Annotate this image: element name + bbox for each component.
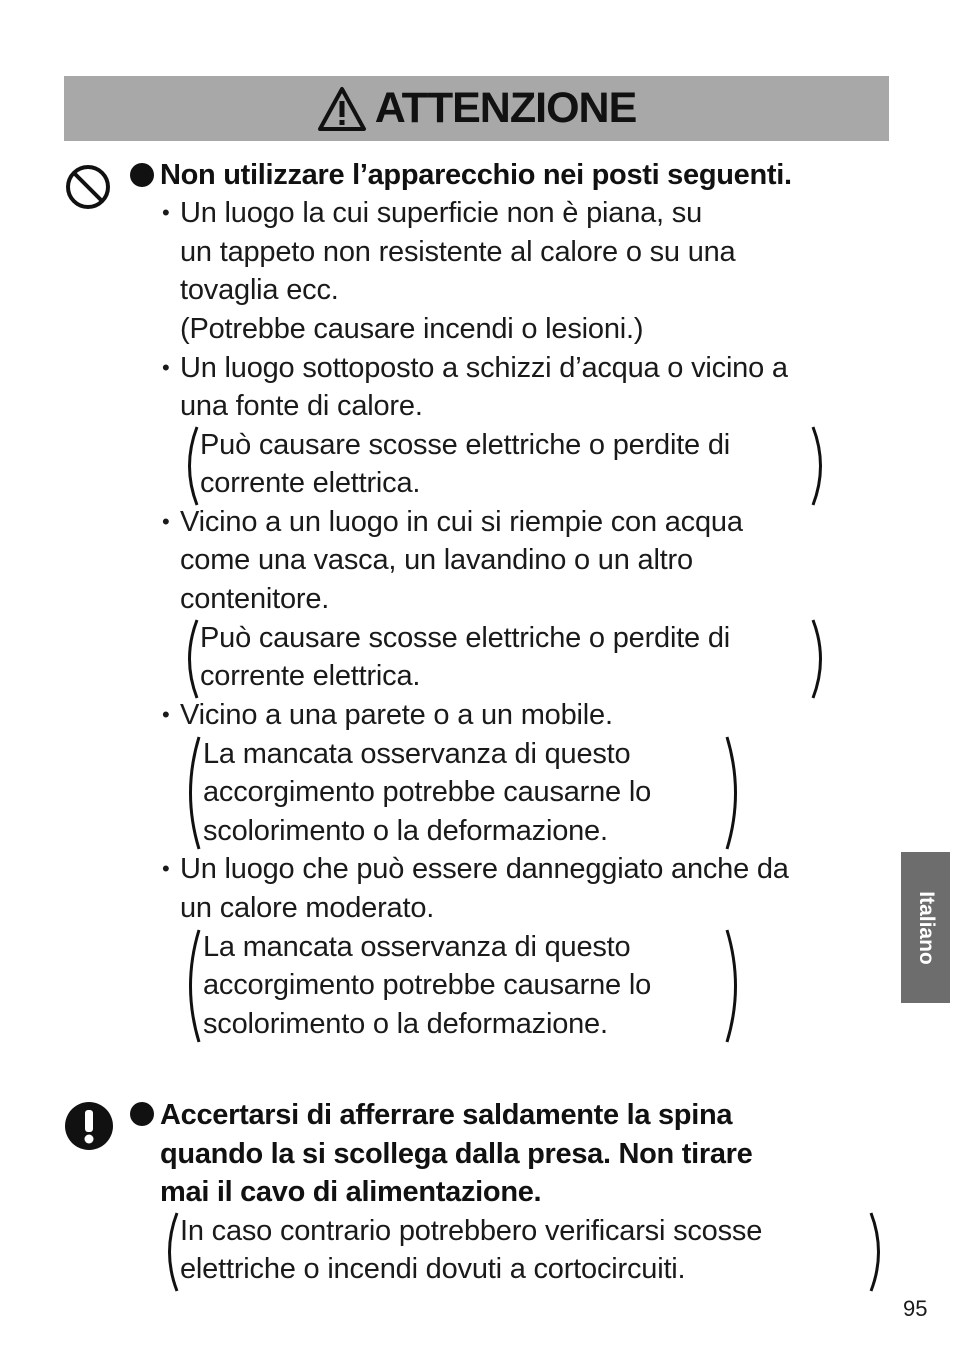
item-note: accorgimento potrebbe causarne lo — [203, 776, 652, 808]
item-line: un tappeto non resistente al calore o su una — [180, 236, 736, 268]
item-line: tovaglia ecc. — [180, 274, 339, 306]
item-line: una fonte di calore. — [180, 390, 423, 422]
left-parenthesis — [180, 735, 202, 851]
item-line: contenitore. — [180, 583, 330, 615]
warning-triangle-icon — [317, 86, 367, 132]
page-number: 95 — [903, 1296, 928, 1321]
item-note: Può causare scosse elettriche o perdite di — [200, 429, 731, 461]
list-bullet: • — [162, 509, 170, 534]
right-parenthesis — [724, 735, 746, 851]
attention-banner — [64, 76, 889, 141]
right-parenthesis — [868, 1211, 888, 1293]
item-line: un calore moderato. — [180, 892, 435, 924]
left-parenthesis — [160, 1211, 180, 1293]
heading-bullet — [130, 163, 154, 187]
item-note: scolorimento o la deformazione. — [203, 815, 608, 847]
right-parenthesis — [810, 618, 830, 700]
item-note: corrente elettrica. — [200, 660, 421, 692]
item-note: (Potrebbe causare incendi o lesioni.) — [180, 313, 644, 345]
list-bullet: • — [162, 702, 170, 727]
item-note: Può causare scosse elettriche o perdite di — [200, 622, 731, 654]
item-line: Un luogo sottoposto a schizzi d’acqua o vicino a — [180, 352, 788, 384]
left-parenthesis — [180, 618, 200, 700]
list-bullet: • — [162, 200, 170, 225]
item-line: Un luogo la cui superficie non è piana, su — [180, 197, 702, 229]
section1-heading: Non utilizzare l’apparecchio nei posti seguenti. — [160, 159, 792, 191]
left-parenthesis — [180, 425, 200, 507]
item-note: La mancata osservanza di questo — [203, 931, 631, 963]
language-tab — [901, 852, 950, 1003]
item-line: come una vasca, un lavandino o un altro — [180, 544, 693, 576]
item-line: Vicino a una parete o a un mobile. — [180, 699, 613, 731]
section2-heading-line: quando la si scollega dalla presa. Non tirare — [160, 1138, 753, 1170]
right-parenthesis — [724, 928, 746, 1044]
item-note: La mancata osservanza di questo — [203, 738, 631, 770]
section2-heading-line: Accertarsi di afferrare saldamente la spina — [160, 1099, 733, 1131]
section2-note: elettriche o incendi dovuti a cortocircuiti. — [180, 1253, 686, 1285]
section2-note: In caso contrario potrebbero verificarsi scosse — [180, 1215, 763, 1247]
mandatory-action-icon — [64, 1101, 114, 1151]
prohibition-icon — [64, 163, 112, 211]
item-line: Un luogo che può essere danneggiato anche da — [180, 853, 789, 885]
item-note: scolorimento o la deformazione. — [203, 1008, 608, 1040]
list-bullet: • — [162, 856, 170, 881]
right-parenthesis — [810, 425, 830, 507]
item-note: corrente elettrica. — [200, 467, 421, 499]
item-line: Vicino a un luogo in cui si riempie con acqua — [180, 506, 743, 538]
item-note: accorgimento potrebbe causarne lo — [203, 969, 652, 1001]
heading-bullet — [130, 1102, 154, 1126]
left-parenthesis — [180, 928, 202, 1044]
list-bullet: • — [162, 355, 170, 380]
section2-heading-line: mai il cavo di alimentazione. — [160, 1176, 542, 1208]
language-tab-label: Italiano — [914, 890, 938, 965]
banner-title: ATTENZIONE — [374, 84, 637, 132]
